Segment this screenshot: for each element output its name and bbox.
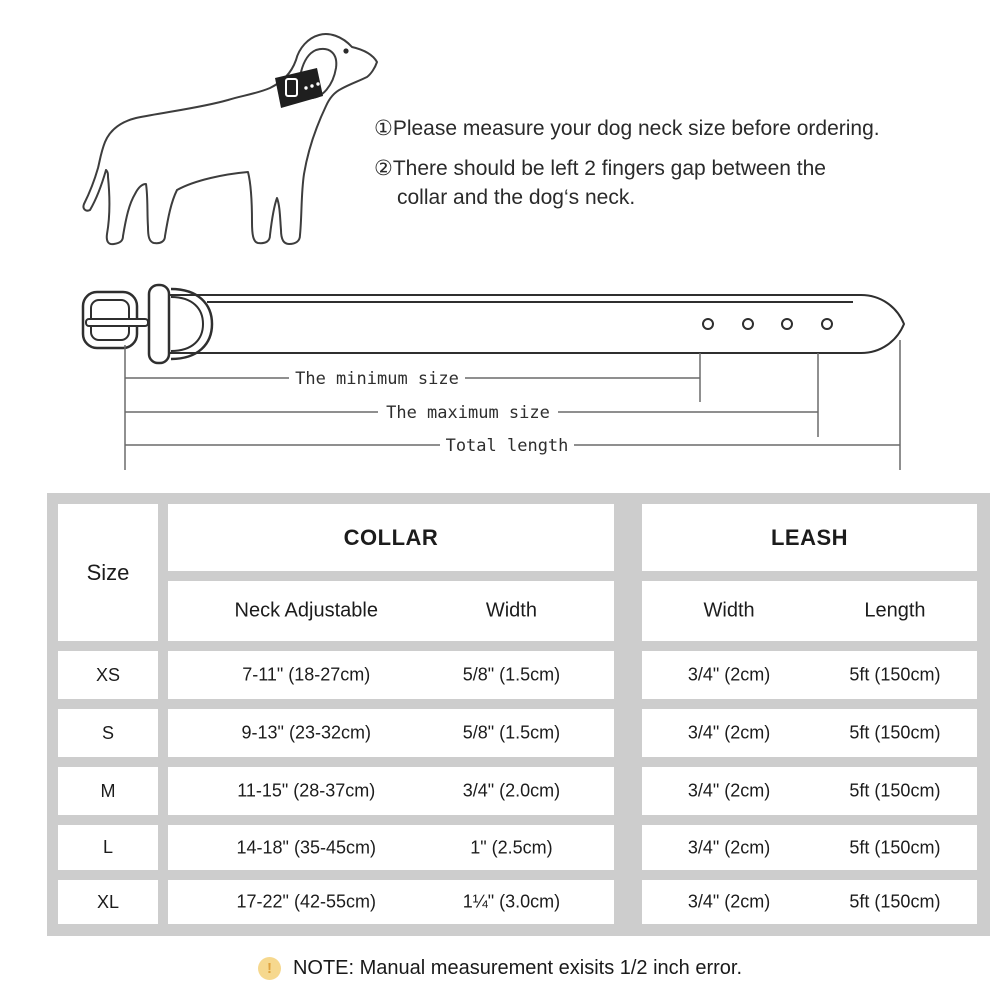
- row-xs-leash-length: 5ft (150cm): [849, 664, 941, 685]
- neck-adjustable-header: Neck Adjustable: [234, 599, 378, 622]
- row-xs-collar-width: 5/8" (1.5cm): [462, 664, 561, 685]
- row-s-neck: 9-13" (23-32cm): [241, 722, 371, 743]
- dog-illustration: [80, 22, 390, 272]
- dog-eye: [343, 48, 348, 53]
- leash-subheader-row: [642, 581, 977, 641]
- row-s-leash-length: 5ft (150cm): [849, 722, 941, 743]
- measurement-note: [0, 946, 1000, 990]
- row-xs-neck: 7-11" (18-27cm): [242, 664, 371, 685]
- row-xl-leash-length: 5ft (150cm): [849, 891, 941, 912]
- row-s-leash-width: 3/4" (2cm): [687, 722, 771, 743]
- collar-width-header: Width: [485, 599, 537, 622]
- measuring-instructions: [374, 114, 984, 212]
- instruction-2-line1: ②There should be left 2 fingers gap between the: [374, 157, 826, 180]
- row-xl-leash-width: 3/4" (2cm): [687, 891, 771, 912]
- leash-group-header: LEASH: [642, 504, 977, 571]
- size-column-header: Size: [58, 504, 158, 641]
- maximum-size-label: The maximum size: [386, 403, 550, 423]
- row-m-collar-width: 3/4" (2.0cm): [462, 780, 561, 801]
- row-l-size: L: [58, 825, 158, 870]
- row-m-size: M: [58, 767, 158, 815]
- collar-subheader-row: [168, 581, 614, 641]
- note-text: NOTE: Manual measurement exisits 1/2 inch error.: [292, 956, 743, 979]
- leash-width-header: Width: [703, 599, 755, 622]
- row-xl-collar: [168, 880, 614, 924]
- row-s-size: S: [58, 709, 158, 757]
- row-l-neck: 14-18" (35-45cm): [236, 837, 376, 857]
- row-xs-leash-width: 3/4" (2cm): [687, 664, 771, 685]
- row-xl-neck: 17-22" (42-55cm): [236, 891, 376, 912]
- collar-measurement-diagram: [55, 282, 925, 477]
- row-xl-size: XL: [58, 880, 158, 924]
- warning-icon: !: [258, 957, 281, 980]
- row-l-collar: [168, 825, 614, 870]
- row-xl-collar-width: 1¼" (3.0cm): [462, 891, 561, 912]
- collar-group-header: COLLAR: [168, 504, 614, 571]
- row-xl-leash: [642, 880, 977, 924]
- size-chart-table: [47, 493, 990, 936]
- row-s-leash: [642, 709, 977, 757]
- total-length-label: Total length: [445, 436, 569, 456]
- instruction-2-line2: collar and the dog‘s neck.: [397, 186, 636, 209]
- row-m-collar: [168, 767, 614, 815]
- minimum-size-label: The minimum size: [295, 369, 459, 389]
- row-m-neck: 11-15" (28-37cm): [237, 780, 376, 801]
- row-l-collar-width: 1" (2.5cm): [470, 837, 553, 857]
- row-m-leash-length: 5ft (150cm): [849, 780, 941, 801]
- row-l-leash: [642, 825, 977, 870]
- row-s-collar: [168, 709, 614, 757]
- row-xs-collar: [168, 651, 614, 699]
- instruction-1: ①Please measure your dog neck size before ordering.: [374, 117, 880, 140]
- row-m-leash-width: 3/4" (2cm): [687, 780, 771, 801]
- row-m-leash: [642, 767, 977, 815]
- leash-length-header: Length: [864, 599, 926, 622]
- row-xs-leash: [642, 651, 977, 699]
- row-l-leash-length: 5ft (150cm): [849, 837, 941, 857]
- row-l-leash-width: 3/4" (2cm): [687, 837, 771, 857]
- row-xs-size: XS: [58, 651, 158, 699]
- row-s-collar-width: 5/8" (1.5cm): [462, 722, 561, 743]
